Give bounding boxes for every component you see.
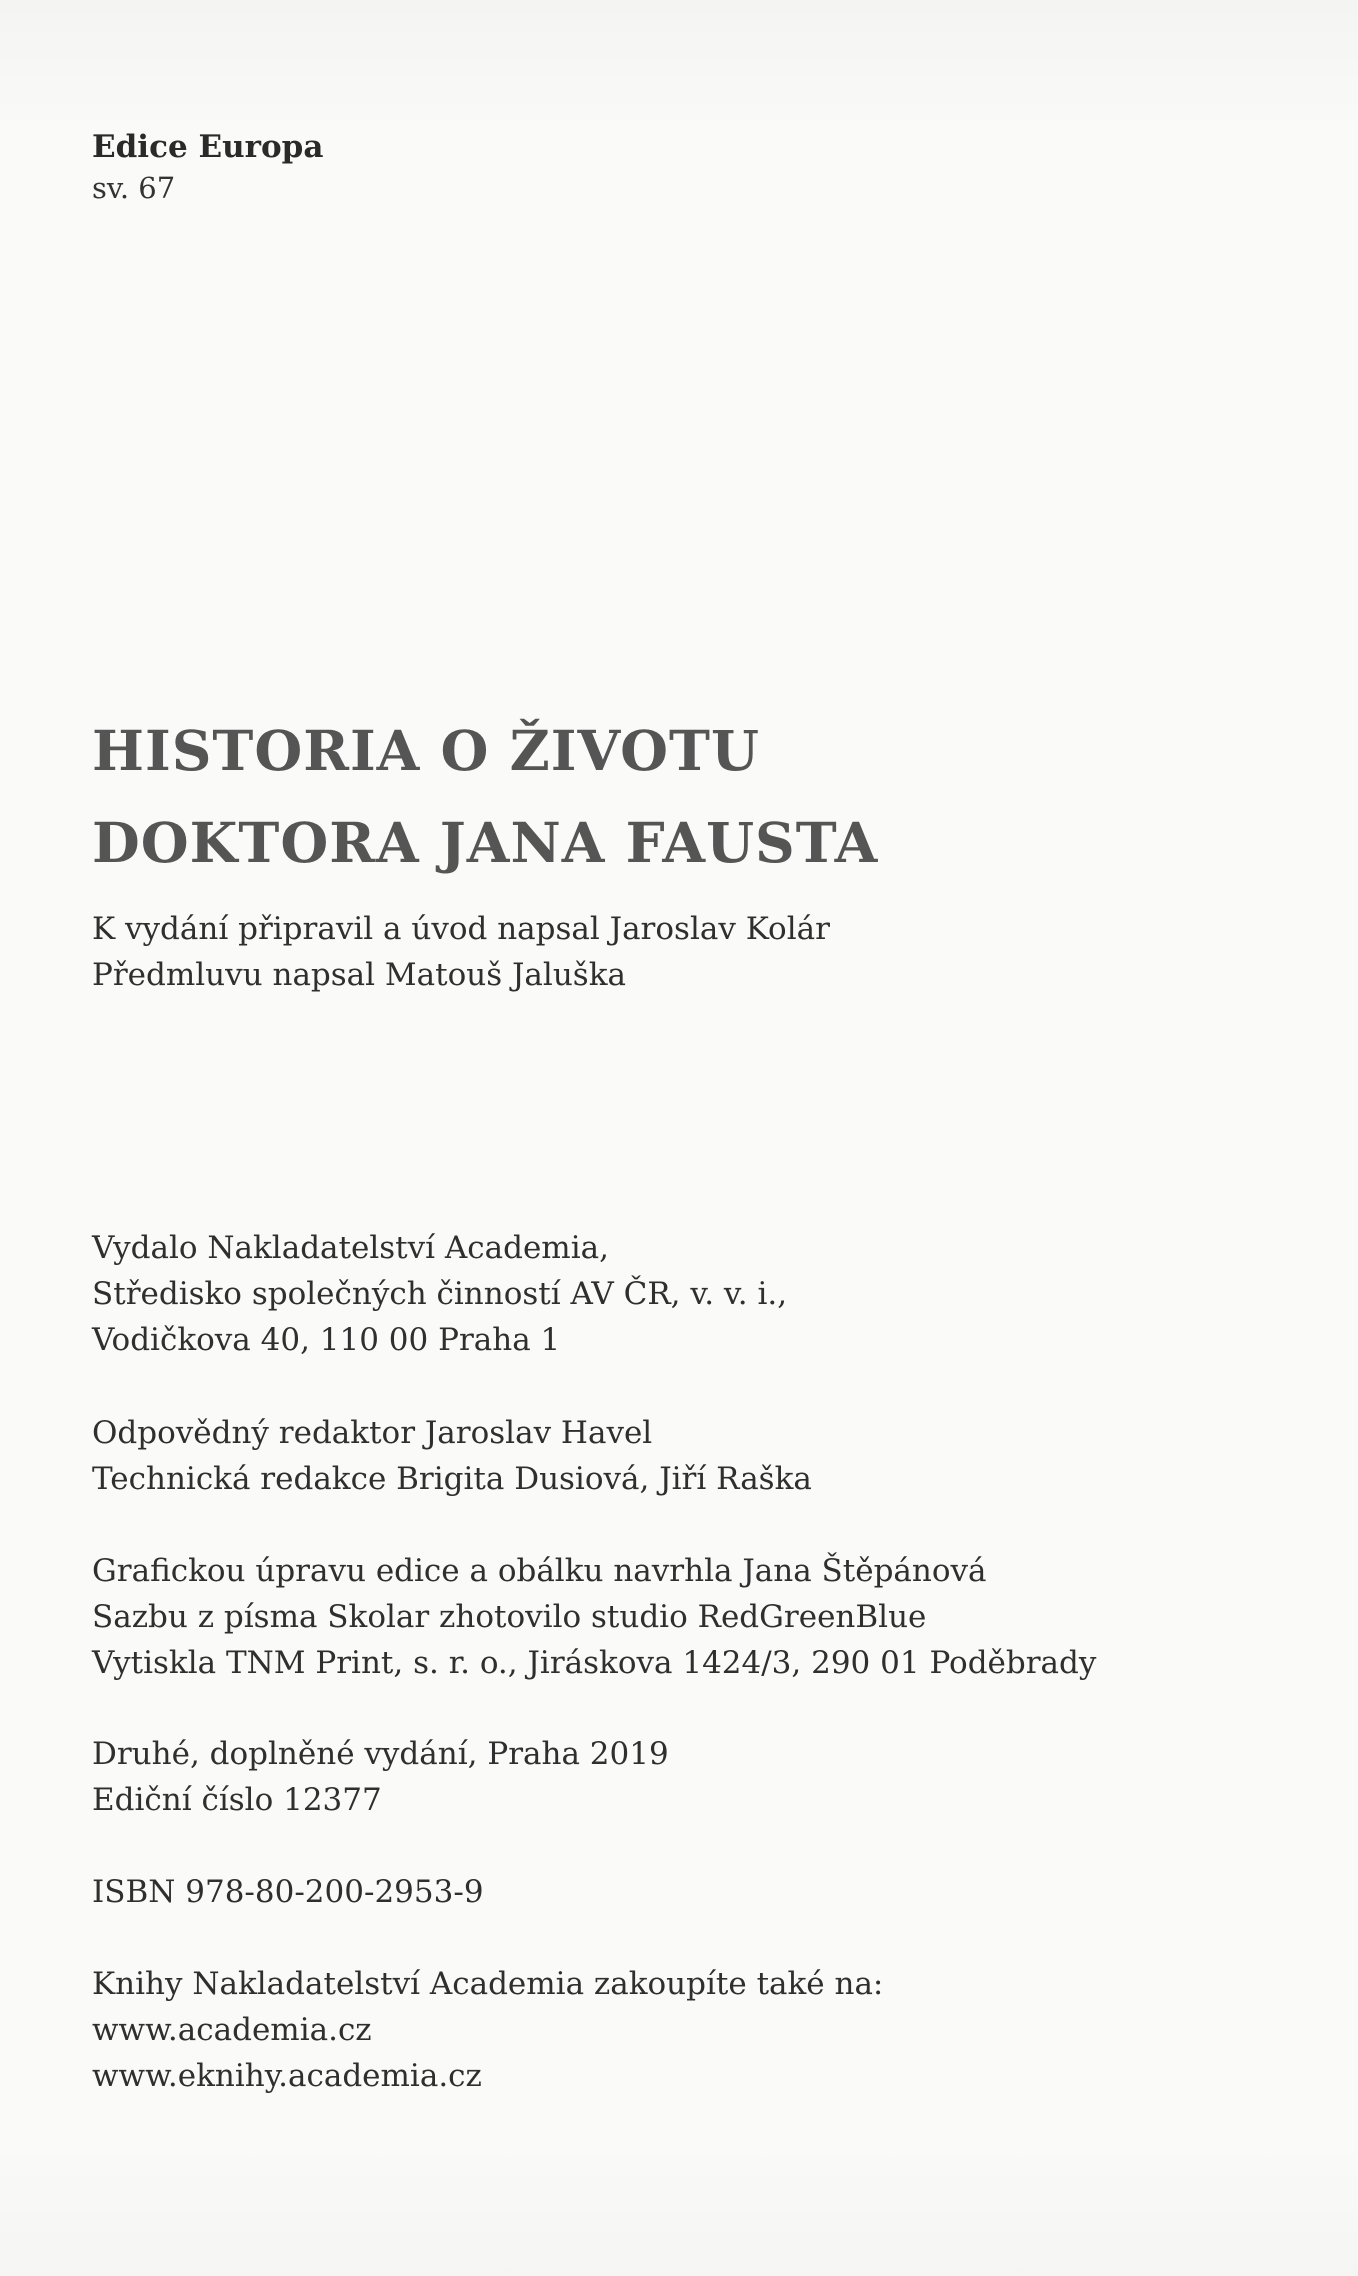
- academia-url: www.academia.cz: [92, 2012, 372, 2048]
- purchase-block: [92, 1961, 883, 2099]
- responsible-editor: Odpovědný redaktor Jaroslav Havel: [92, 1415, 653, 1451]
- editors-block: [92, 1410, 812, 1502]
- technical-editor: Technická redakce Brigita Dusiová, Jiří Raška: [92, 1461, 812, 1497]
- series-name: Edice Europa: [92, 129, 324, 165]
- foreword-credit: Předmluvu napsal Matouš Jaluška: [92, 957, 626, 993]
- purchase-note: Knihy Nakladatelství Academia zakoupíte také na:: [92, 1966, 884, 2002]
- publisher-line-1: Vydalo Nakladatelství Academia,: [92, 1230, 609, 1266]
- edition-info: Druhé, doplněné vydání, Praha 2019: [92, 1736, 669, 1772]
- design-credit: Grafickou úpravu edice a obálku navrhla Jana Štěpánová: [92, 1553, 987, 1589]
- typesetting-credit: Sazbu z písma Skolar zhotovilo studio RedGreenBlue: [92, 1599, 927, 1635]
- isbn-block: [92, 1869, 484, 1915]
- editor-credit: K vydání připravil a úvod napsal Jaroslav Kolár: [92, 911, 830, 947]
- book-title: [92, 705, 878, 889]
- printing-credit: Vytiskla TNM Print, s. r. o., Jiráskova 1424/3, 290 01 Poděbrady: [92, 1645, 1097, 1681]
- production-block: [92, 1548, 1096, 1686]
- publisher-line-3: Vodičkova 40, 110 00 Praha 1: [92, 1322, 561, 1358]
- edition-block: [92, 1731, 669, 1823]
- book-title-line-1: HISTORIA O ŽIVOTU: [92, 718, 760, 783]
- book-title-line-2: DOKTORA JANA FAUSTA: [92, 810, 879, 875]
- eknihy-url: www.eknihy.academia.cz: [92, 2058, 482, 2094]
- credits-block: [92, 906, 830, 998]
- series-block: [92, 126, 323, 208]
- publisher-block: [92, 1225, 787, 1363]
- series-volume: sv. 67: [92, 171, 176, 205]
- edition-number: Ediční číslo 12377: [92, 1782, 382, 1818]
- isbn: ISBN 978-80-200-2953-9: [92, 1874, 484, 1910]
- publisher-line-2: Středisko společných činností AV ČR, v. v. i.,: [92, 1276, 788, 1312]
